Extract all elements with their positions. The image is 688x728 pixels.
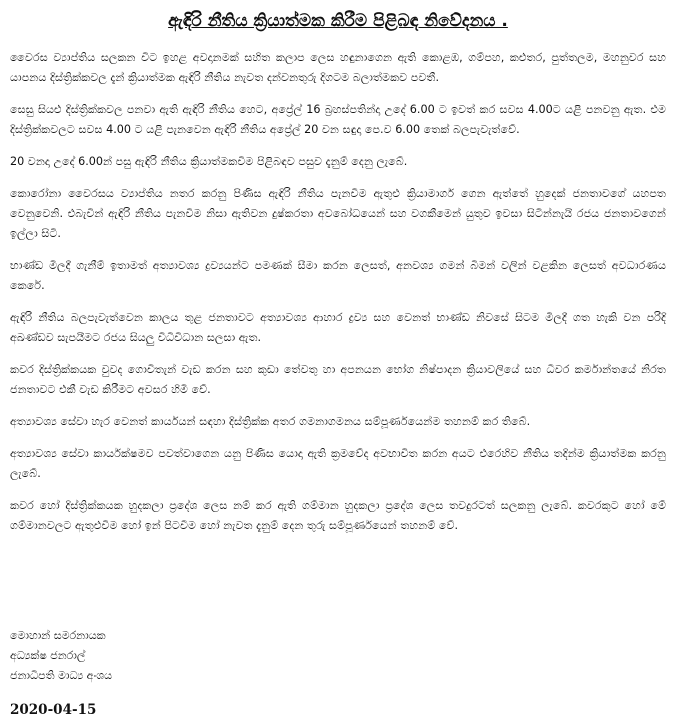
body-text (10, 48, 666, 536)
signatory-office: ජනාධිපති මාධ්‍ය අංශය (10, 669, 113, 682)
paragraph-isolated-villages: කවර හෝ දිස්ත්‍රික්කයක හුදකලා ප්‍රදේශ ලෙස නම් කර ඇති ගම්මාන හුදකලා ප්‍රදේශ ලෙස තවදුරටත් සලකනු ලැබේ. කවරකුට හෝ මේ ගම්මානවලට ඇතුළුවීම හෝ ඉන් පිටවීම හෝ නැවත දැනුම් දෙන තුරු සම්පූර්ණයෙන් තහනම් වේ. (10, 499, 666, 532)
signatory-position: අධ්‍යක්ෂ ජනරාල් (10, 649, 86, 662)
paragraph-essential-purchases: භාණ්ඩ මිලදී ගැනීම් ඉතාමත් අත්‍යාවශ්‍ය ද්‍රව්‍යයන්ට පමණක් සීමා කරන ලෙසත්, අනවශ්‍ය ගමන් බිමන් වලින් වළකින ලෙසත් අවධාරණය කෙරේ. (10, 259, 666, 292)
paragraph-curfew-other-districts: සෙසු සියළු දිස්ත්‍රික්කවල පනවා ඇති ඇඳිරි නීතිය හෙට, අප්‍රේල් 16 බ්‍රහස්පතින්දා උදේ 6.00 ට ඉවත් කර සවස 4.00ට යළි පනවනු ඇත. එම දිස්ත්‍රික්කවලට සවස 4.00 ට යළි පැනවෙන ඇඳිරි නීතිය අප්‍රේල් 20 වන සඳුදා පෙ.ව 6.00 තෙක් බලපැවැත්වේ. (10, 103, 666, 136)
paragraph-interdistrict-travel: අත්‍යාවශ්‍ය සේවා හැර වෙනත් කාර්යයන් සඳහා දිස්ත්‍රික්ක අතර ගමනාගමනය සම්පූර්ණයෙන්ම තහනම් කර තිබේ. (10, 415, 531, 428)
paragraph-home-delivery: ඇඳිරි නීතිය බලපැවැත්වෙන කාලය තුළ ජනතාවට අත්‍යාවශ්‍ය ආහාර ද්‍රව්‍ය සහ වෙනත් භාණ්ඩ නිවසේ සිටම මිලදී ගත හැකි වන පරිදි අඛණ්ඩව සැපයීමට රජය සියලු විධිවිධාන සලසා ඇත. (10, 311, 666, 344)
paragraph-public-cooperation: කොරෝනා වෛරසය ව්‍යාප්තිය නතර කරනු පිණිස ඇඳිරි නීතිය පැනවීම ඇතුළු ක්‍රියාමාර්ග ගෙන ඇත්තේ හුදෙක් ජනතාවගේ යහපත වෙනුවෙනි. එබැවින් ඇඳිරි නීතිය පැනවීම නිසා ඇතිවන දුෂ්කරතා අවබෝධයෙන් සහ වගකීමෙන් යුතුව ඉවසා සිටින්නැයි රජය ජනතාවගෙන් ඉල්ලා සිටී. (10, 187, 666, 240)
paragraph-agriculture-fisheries: කවර දිස්ත්‍රික්කයක වුවද ගොවිතැන් වැඩ කරන සහ කුඩා තේවතු හා අපනයන භෝග නිෂ්පාදන ක්‍රියාවලියේ සහ ධීවර කර්මාන්තයේ නිරත ජනතාවට එකී වැඩ කිරීමට අවසර හිමි වේ. (10, 363, 666, 396)
signatory-name: මොහාන් සමරනායක (10, 629, 106, 642)
release-date: 2020-04-15 (10, 702, 97, 718)
paragraph-law-enforcement: අත්‍යාවශ්‍ය සේවා කාර්යක්ෂමව පවත්වාගෙන යනු පිණිස යොදා ඇති ක්‍රමවේද අවභාවිත කරන අයට එරෙහිව නීතිය තදින්ම ක්‍රියාත්මක කරනු ලැබේ. (10, 447, 666, 480)
signature-block (10, 626, 112, 686)
paragraph-curfew-high-risk-districts: වෛරස ව්‍යාප්තිය සලකන විට ඉහළ අවදානමක් සහිත කලාප ලෙස හඳුනාගෙන ඇති කොළඹ, ගම්පහ, කළුතර, පුත්තලම, මහනුවර සහ යාපනය දිස්ත්‍රික්කවල දැන් ක්‍රියාත්මක ඇඳිරි නීතිය නැවත දන්වනතුරු දිගටම බලාත්මකව පවතී. (10, 51, 666, 84)
paragraph-after-april-20: 20 වනදා උදේ 6.00න් පසු ඇඳිරි නීතිය ක්‍රියාත්මකවීම පිළිබඳව පසුව දැනුම් දෙනු ලැබේ. (10, 155, 408, 168)
document-title: ඇඳිරි නීතිය ක්‍රියාත්මක කිරීම පිළිබඳ නිවේදනය . (168, 11, 508, 31)
